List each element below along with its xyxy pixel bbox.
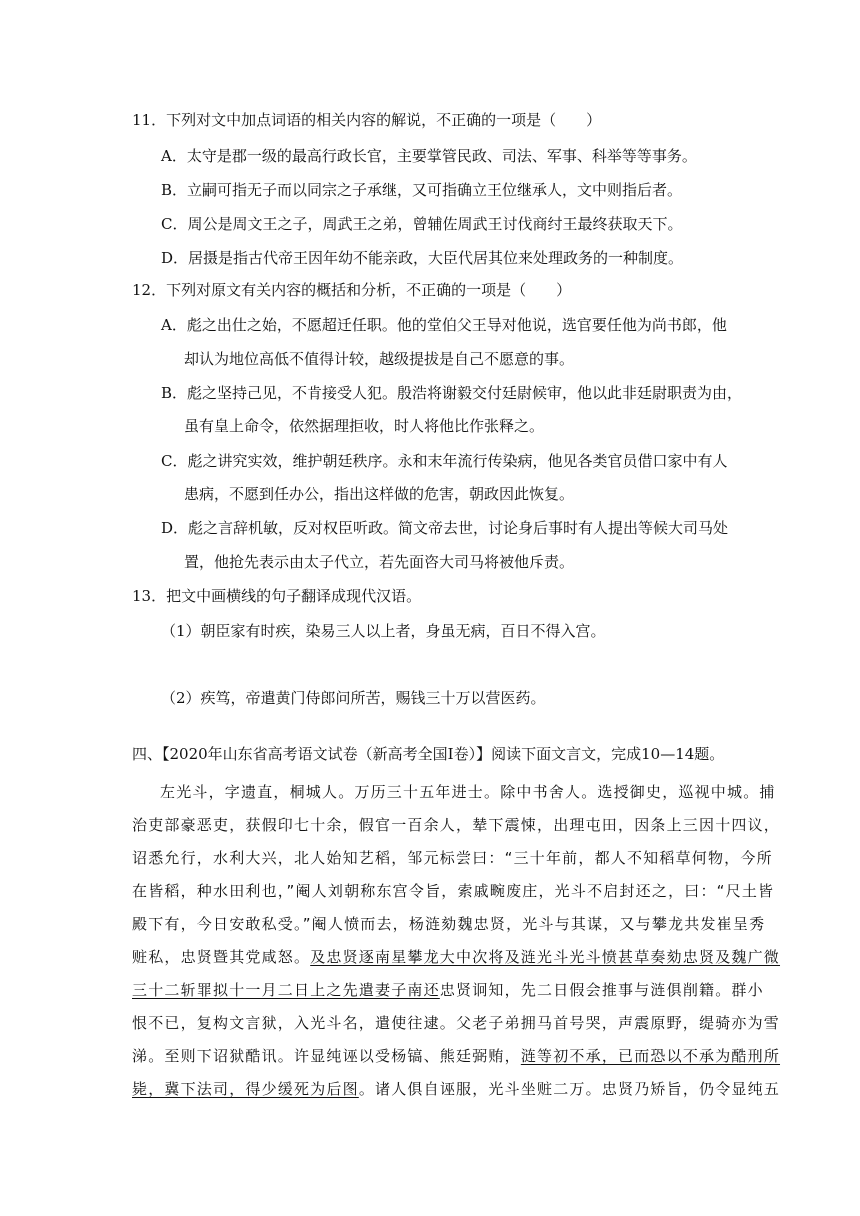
underlined-sentence: 涟等初不承，已而恐以不承为酷刑所: [520, 1047, 781, 1065]
passage-text: 赃私，忠贤暨其党咸怒。: [132, 948, 311, 966]
question-13-item-1: （1）朝臣家有时疾，染易三人以上者，身虽无病，百日不得入宫。: [161, 622, 606, 640]
passage-line: [132, 1013, 780, 1033]
passage-line: [132, 881, 774, 901]
passage-text: 。诸人俱自诬服，光斗坐赃二万。忠贤乃矫旨，仍令显纯五: [358, 1080, 781, 1098]
passage-line: [132, 815, 780, 835]
question-12-option-c-line2: 患病，不愿到任办公，指出这样做的危害，朝政因此恢复。: [184, 485, 575, 503]
question-11-option-a: A．太守是郡一级的最高行政长官，主要掌管民政、司法、军事、科举等等事务。: [161, 147, 697, 165]
passage-line: [132, 848, 773, 868]
underlined-sentence: 及忠贤逐南星攀龙大中次将及涟光斗光斗愤甚草奏劾忠贤及魏广微: [310, 948, 781, 966]
question-12-option-b-line2: 虽有皇上命令，依然据理拒收，时人将他比作张释之。: [184, 417, 545, 435]
passage-line: [132, 914, 765, 934]
passage-line: [132, 1046, 780, 1066]
question-13-item-2: （2）疾笃，帝遣黄门侍郎问所苦，赐钱三十万以营医药。: [161, 689, 546, 707]
passage-text: 忠贤诇知，先二日假会推事与涟俱削籍。群小: [439, 981, 764, 999]
question-12-option-a-line2: 却认为地位高低不值得计较，越级提拔是自己不愿意的事。: [184, 350, 575, 368]
passage-text: 诏悉允行，水利大兴，北人始知艺稻，邹元标尝曰：“三十年前，都人不知稻草何物，今所: [132, 849, 773, 867]
question-11-option-c: C．周公是周文王之子，周武王之弟，曾辅佐周武王讨伐商纣王最终获取天下。: [161, 215, 683, 233]
question-12-option-d-line1: D．彪之言辞机敏，反对权臣听政。简文帝去世，讨论身后事时有人提出等候大司马处: [161, 519, 729, 537]
section-4-heading: 四、【2020年山东省高考语文试卷（新高考全国Ⅰ卷）】阅读下面文言文，完成10—14题。: [132, 745, 725, 763]
passage-text: 治吏部豪恶吏，获假印七十余，假官一百余人，辇下震悚，出理屯田，因条上三因十四议，: [132, 816, 781, 834]
passage-line: [132, 980, 764, 1000]
question-12-option-a-line1: A．彪之出仕之始，不愿超迁任职。他的堂伯父王导对他说，选官要任他为尚书郎，他: [161, 316, 727, 334]
passage-text: 恨不已，复构文言狱，入光斗名，遣使往逮。父老子弟拥马首号哭，声震原野，缇骑亦为雪: [132, 1014, 781, 1032]
question-13-stem: 13．把文中画横线的句子翻译成现代汉语。: [132, 587, 422, 605]
passage-text: 殿下有，今日安敢私受。”阉人愤而去，杨涟劾魏忠贤，光斗与其谋，又与攀龙共发崔呈秀: [132, 915, 766, 933]
passage-line: [132, 1079, 780, 1099]
passage-text: 涕。至则下诏狱酷讯。许显纯诬以受杨镐、熊廷弼贿，: [132, 1047, 521, 1065]
question-12-option-d-line2: 置，他抢先表示由太子代立，若先面咨大司马将被他斥责。: [184, 553, 575, 571]
passage-text: 在皆稻，种水田利也，”阉人刘朝称东宫令旨，索戚畹废庄，光斗不启封还之，曰：“尺土皆: [132, 882, 775, 900]
question-11-stem: 11．下列对文中加点词语的相关内容的解说，不正确的一项是（ ）: [132, 111, 602, 129]
question-11-option-b: B．立嗣可指无子而以同宗之子承继，又可指确立王位继承人，文中则指后者。: [161, 181, 683, 199]
underlined-sentence: 毙，冀下法司，得少缓死为后图: [132, 1080, 359, 1098]
underlined-sentence: 三十二斩罪拟十一月二日上之先遣妻子南还: [132, 981, 440, 999]
question-12-stem: 12．下列对原文有关内容的概括和分析，不正确的一项是（ ）: [132, 281, 572, 299]
question-12-option-c-line1: C．彪之讲究实效，维护朝廷秩序。永和末年流行传染病，他见各类官员借口家中有人: [161, 452, 728, 470]
question-11-option-d: D．居摄是指古代帝王因年幼不能亲政，大臣代居其位来处理政务的一种制度。: [161, 249, 684, 267]
passage-text: 左光斗，字遗直，桐城人。万历三十五年进士。除中书舍人。选授御史，巡视中城。捕: [160, 783, 776, 801]
passage-line: [132, 947, 780, 967]
passage-line: [160, 782, 776, 802]
question-12-option-b-line1: B．彪之坚持己见，不肯接受人犯。殷浩将谢毅交付廷尉候审，他以此非廷尉职责为由，: [161, 384, 743, 402]
